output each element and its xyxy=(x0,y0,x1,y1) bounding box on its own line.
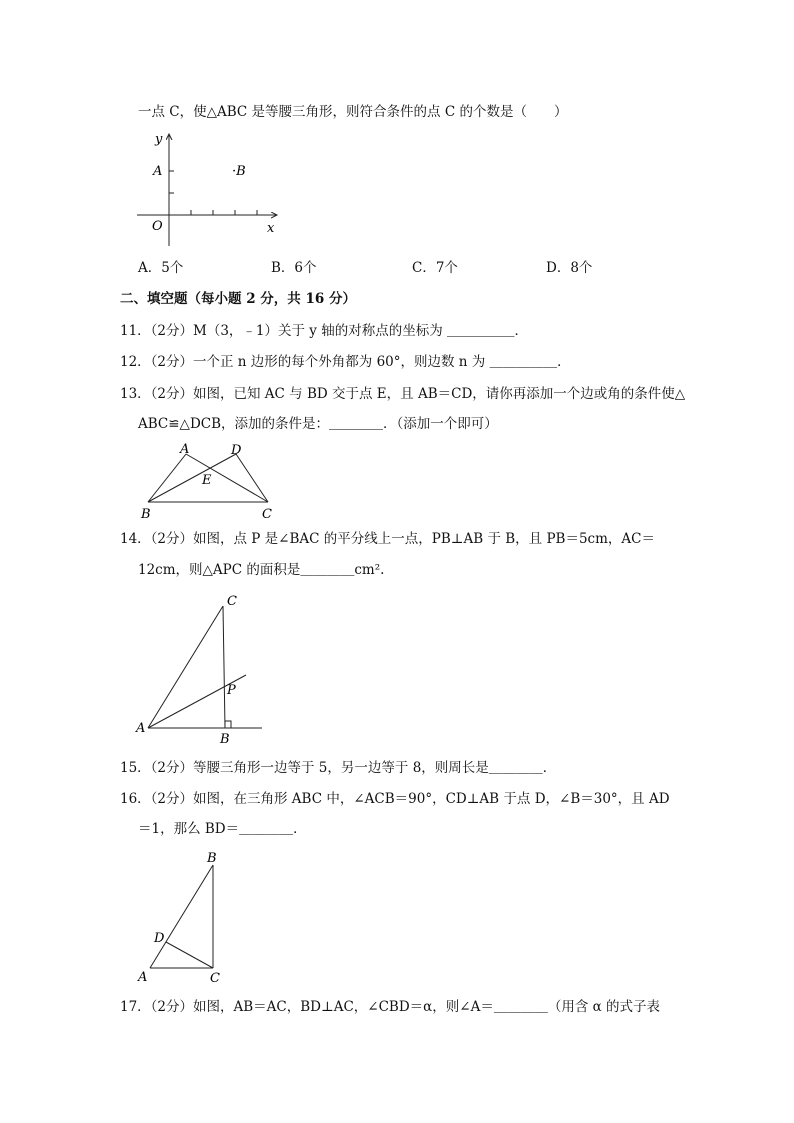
q10-line: 一点 C，使△ABC 是等腰三角形，则符合条件的点 C 的个数是（ ） xyxy=(138,104,568,120)
q14-line1: 14．（2分）如图，点 P 是∠BAC 的平分线上一点，PB⊥AB 于 B，且 PB＝5cm，AC＝ xyxy=(120,531,655,547)
q16-line1: 16．（2分）如图，在三角形 ABC 中，∠ACB＝90°，CD⊥AB 于点 D，∠B＝30°，且 AD xyxy=(120,791,670,807)
point-b-label: B xyxy=(141,507,151,522)
point-d-label: D xyxy=(231,443,242,458)
point-c-label: C xyxy=(262,507,272,522)
q13-line2: ABC≌△DCB，添加的条件是：＿＿＿＿．（添加一个即可） xyxy=(138,416,498,432)
q15-line: 15．（2分）等腰三角形一边等于 5，另一边等于 8，则周长是＿＿＿＿． xyxy=(120,760,557,776)
origin-label: O xyxy=(152,219,163,234)
point-c-label: C xyxy=(227,594,237,609)
point-c-label: C xyxy=(210,971,220,986)
q10-option-a: A．5个 xyxy=(138,260,184,276)
q10-coordinate-figure xyxy=(135,128,285,248)
q10-option-b: B．6个 xyxy=(271,260,317,276)
q10-option-d: D．8个 xyxy=(546,260,593,276)
q13-line1: 13．（2分）如图，已知 AC 与 BD 交于点 E，且 AB＝CD，请你再添加一个边或角的条件使△ xyxy=(120,386,686,402)
y-label: y xyxy=(155,132,163,147)
q11-line: 11．（2分）M（3，﹣1）关于 y 轴的对称点的坐标为 ＿＿＿＿＿． xyxy=(120,323,529,339)
point-b-label: B xyxy=(220,732,230,747)
point-a-label: A xyxy=(180,442,190,457)
point-a-label: A xyxy=(153,164,163,179)
q16-figure xyxy=(135,848,235,988)
q10-option-c: C．7个 xyxy=(412,260,458,276)
point-d-label: D xyxy=(154,931,165,946)
q12-line: 12．（2分）一个正 n 边形的每个外角都为 60°，则边数 n 为 ＿＿＿＿＿． xyxy=(120,354,571,370)
point-a-label: A xyxy=(138,970,148,985)
q17-line: 17．（2分）如图，AB＝AC，BD⊥AC，∠CBD＝α，则∠A＝＿＿＿＿（用含 α 的式子表 xyxy=(120,999,661,1015)
x-label: x xyxy=(267,221,275,236)
point-a-label: A xyxy=(136,721,146,736)
q13-figure xyxy=(135,440,285,525)
q16-line2: ＝1，那么 BD＝＿＿＿＿． xyxy=(138,821,307,837)
q14-figure xyxy=(135,588,270,748)
q14-line2: 12cm，则△APC 的面积是＿＿＿＿cm². xyxy=(138,562,385,578)
point-b-label: ·B xyxy=(232,164,246,179)
point-b-label: B xyxy=(207,851,217,866)
point-e-label: E xyxy=(202,473,212,488)
point-p-label: P xyxy=(227,683,236,698)
section-heading: 二、填空题（每小题 2 分，共 16 分） xyxy=(120,291,356,307)
